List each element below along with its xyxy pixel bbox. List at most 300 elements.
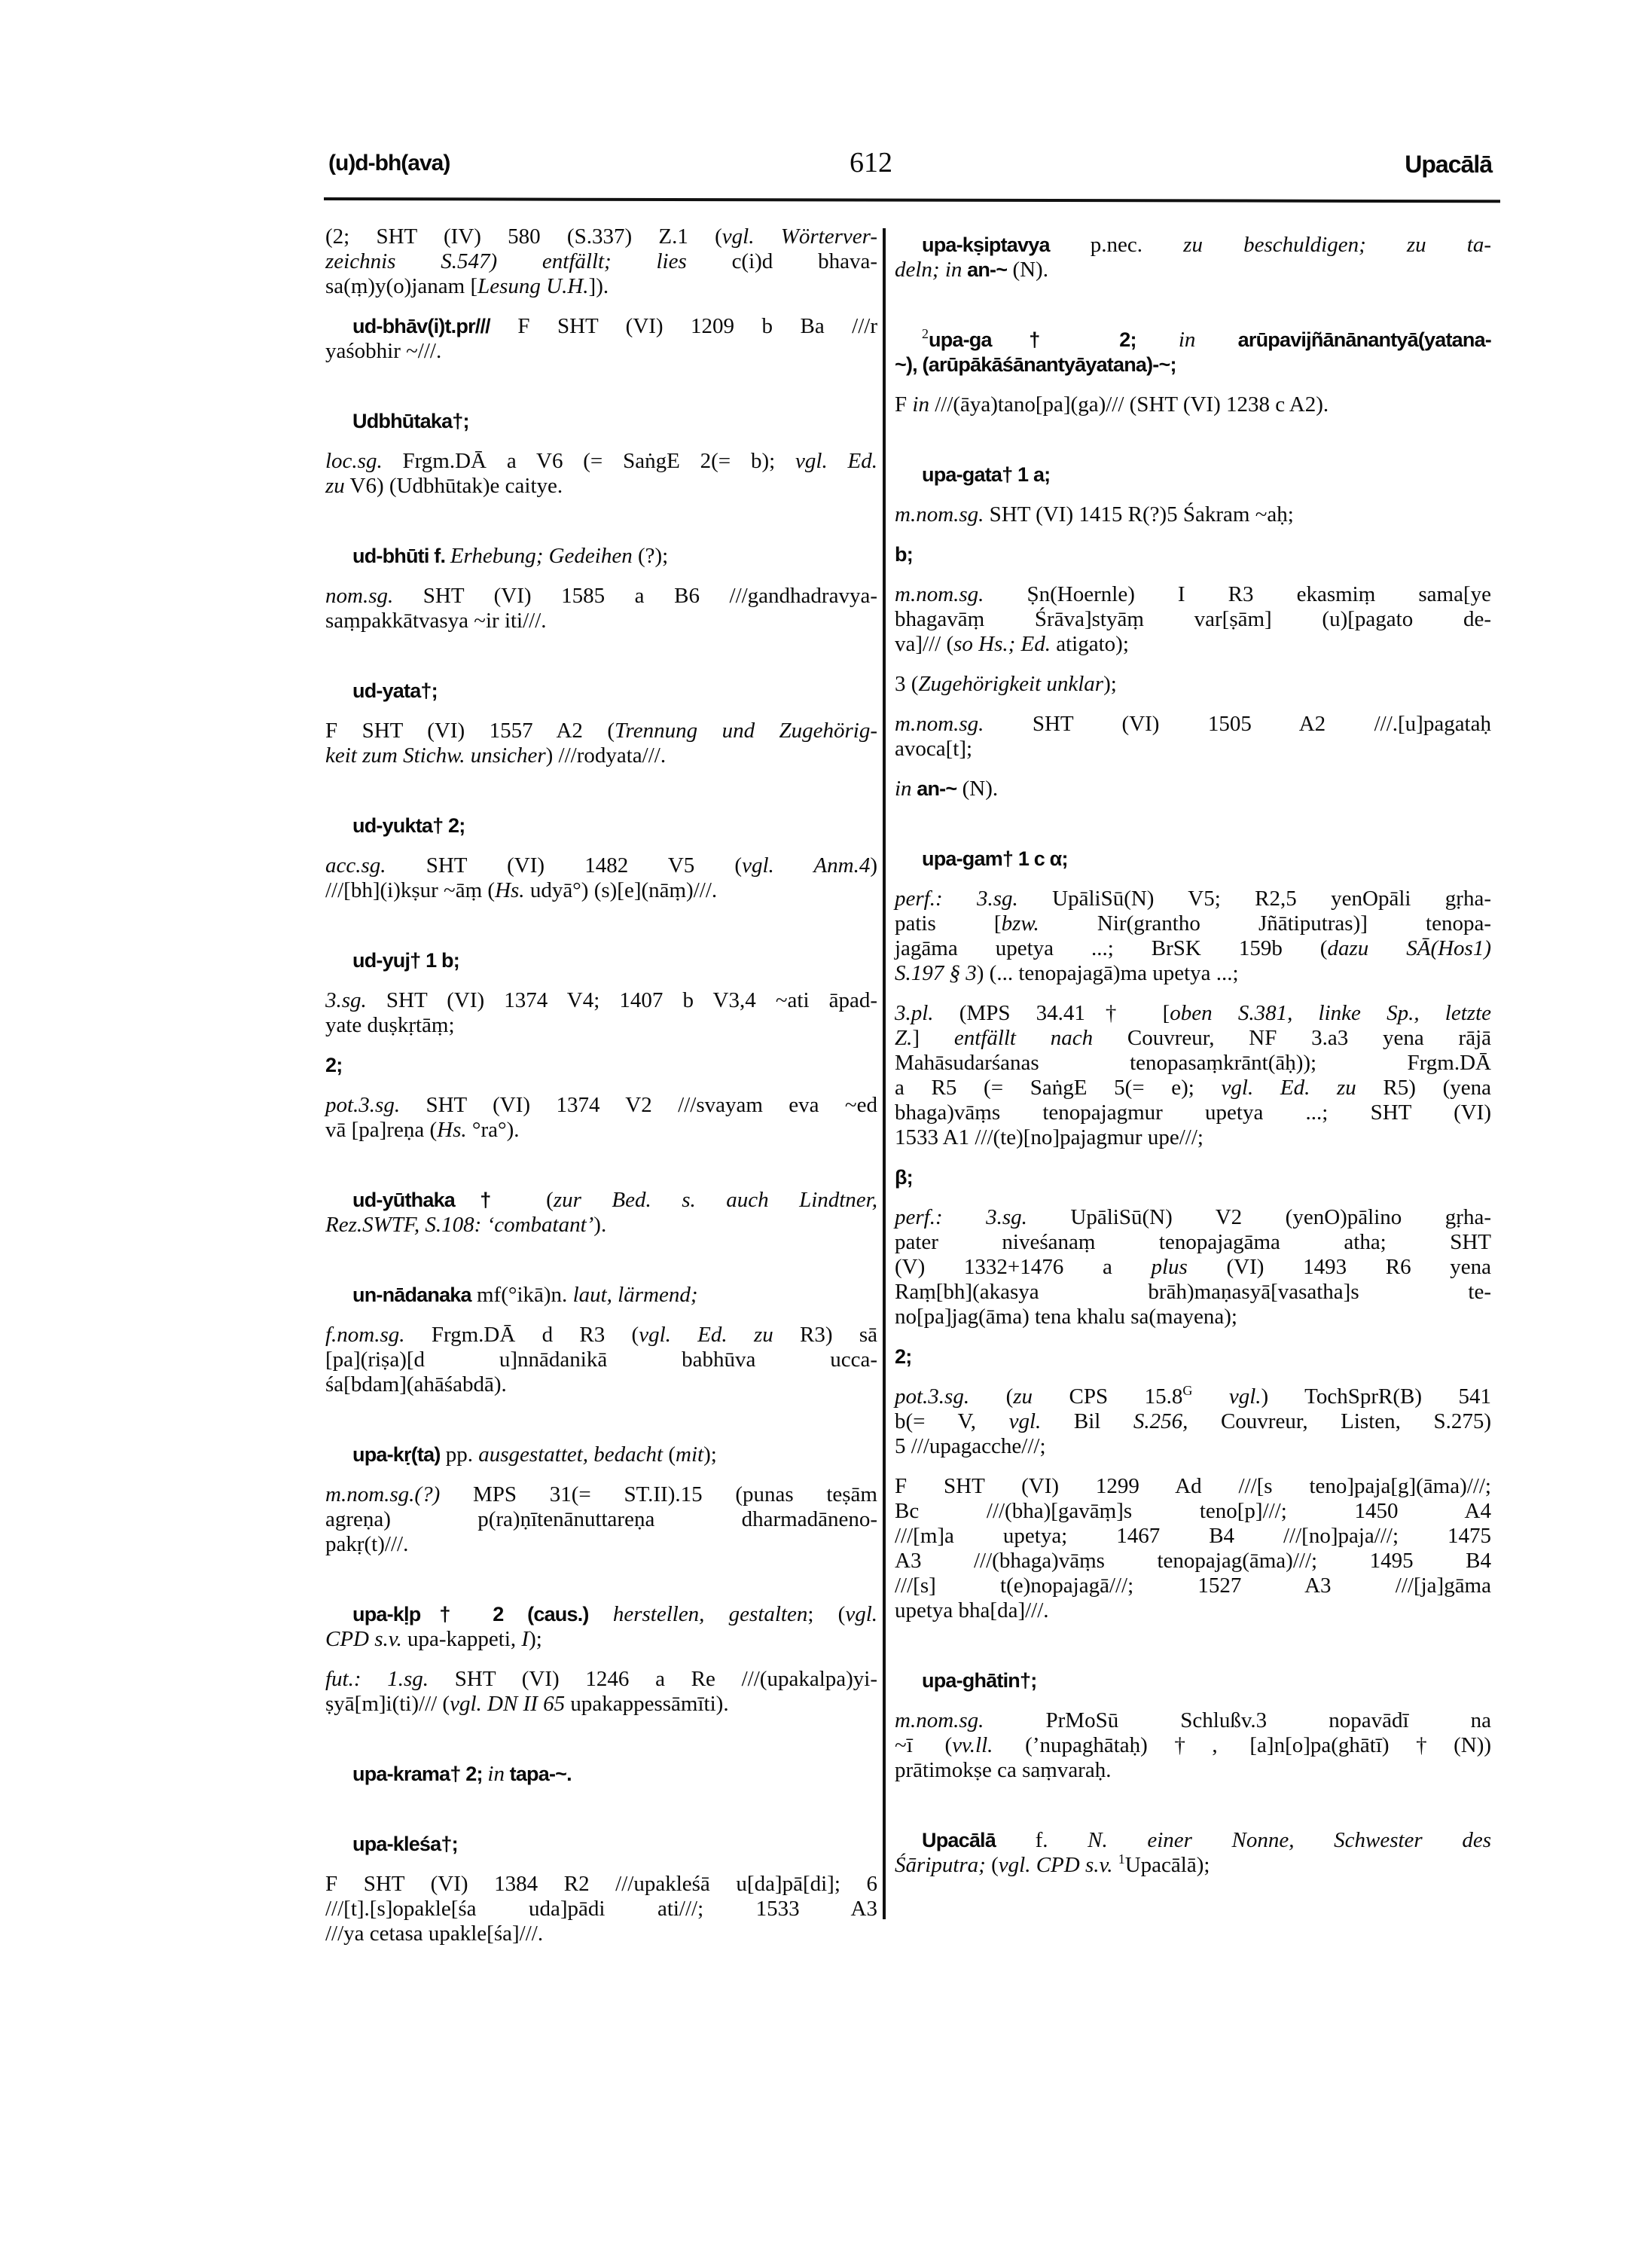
text-run: ///[bh](i)kṣur ~āṃ ( xyxy=(325,878,496,902)
citation-paragraph xyxy=(895,1345,1491,1369)
italic-text: nom.sg. xyxy=(325,584,394,608)
citation-paragraph xyxy=(325,584,877,633)
text-line xyxy=(325,1093,877,1118)
text-run: R3) sā xyxy=(773,1323,877,1347)
text-run: jagāma upetya ...; BrSK 159b ( xyxy=(895,936,1328,960)
text-line xyxy=(895,1230,1491,1255)
text-run: prātimokṣe ca saṃvaraḥ. xyxy=(895,1758,1112,1782)
text-run: f. xyxy=(995,1828,1088,1852)
text-run: udyā°) (s)[e](nāṃ)///. xyxy=(524,878,718,902)
text-run: Bc ///(bha)[gavāṃ]s teno[p]///; 1450 A4 xyxy=(895,1499,1491,1523)
running-head-left: (u)d-bh(ava) xyxy=(328,151,450,176)
citation-paragraph xyxy=(325,1053,877,1078)
text-run: ( xyxy=(663,1442,676,1467)
headword-paragraph xyxy=(325,409,877,434)
italic-text: S.256, xyxy=(1133,1409,1188,1433)
text-line xyxy=(895,1853,1491,1878)
text-run: 3 ( xyxy=(895,672,919,696)
citation-paragraph xyxy=(895,502,1491,527)
text-run: sa(ṃ)y(o)janam [ xyxy=(325,274,478,298)
text-line xyxy=(895,1255,1491,1280)
headword-text: ud-bhāv(i)t.pr/// xyxy=(352,315,490,337)
headword-text: upa-kleśa†; xyxy=(352,1833,458,1855)
italic-text: perf.: 3.sg. xyxy=(895,887,1018,911)
text-run: PrMoSū Schlußv.3 nopavādī na xyxy=(984,1708,1491,1732)
italic-text: I xyxy=(521,1627,529,1651)
headword-paragraph xyxy=(895,328,1491,377)
text-run: Frgm.DĀ a V6 (= SaṅgE 2(= b); xyxy=(382,449,796,473)
text-run: UpāliSū(N) V5; R2,5 yenOpāli gṛha- xyxy=(1017,887,1491,911)
citation-paragraph xyxy=(325,1482,877,1557)
italic-text: Lesung U.H. xyxy=(477,274,589,298)
citation-paragraph xyxy=(895,1165,1491,1190)
headword-text: arūpavijñānānantyā(yatana- xyxy=(1195,328,1491,351)
text-line xyxy=(325,609,877,633)
text-run: Couvreur, NF 3.a3 yena rājā xyxy=(1093,1026,1492,1050)
italic-text: Śāriputra; xyxy=(895,1853,986,1877)
text-run: Raṃ[bh](akasya brāh)maṇasyā[vasatha]s te- xyxy=(895,1280,1491,1304)
citation-paragraph xyxy=(325,1093,877,1143)
text-run: ); xyxy=(1103,672,1117,696)
text-line xyxy=(325,853,877,878)
italic-text: vgl. Anm.4 xyxy=(742,853,871,878)
text-run: Upacālā); xyxy=(1124,1853,1210,1877)
text-run: ]). xyxy=(588,274,609,298)
text-run: bhaga)vāṃs tenopajagmur upetya ...; SHT (VI) xyxy=(895,1100,1491,1125)
text-run: ṣyā[m]i(ti)/// ( xyxy=(325,1692,450,1716)
italic-text: vgl. DN II 65 xyxy=(450,1692,566,1716)
text-run: Mahāsudarśanas tenopasaṃkrānt(āḥ)); Frgm.DĀ xyxy=(895,1051,1491,1075)
text-run: °ra°). xyxy=(466,1118,520,1142)
italic-text: zu xyxy=(1013,1384,1033,1409)
headword-paragraph xyxy=(325,813,877,838)
text-line xyxy=(895,712,1491,737)
citation-paragraph xyxy=(895,777,1491,801)
text-line xyxy=(895,1280,1491,1305)
text-run: Frgm.DĀ d R3 ( xyxy=(404,1323,639,1347)
italic-text: m.nom.sg. xyxy=(895,502,984,527)
italic-text: vgl. Ed. zu xyxy=(639,1323,773,1347)
headword-text: ~), (arūpākāśānantyāyatana)-~; xyxy=(895,353,1176,376)
italic-text: vgl. Wörterver- xyxy=(721,224,877,249)
text-run: Nir(grantho Jñātiputras)] tenopa- xyxy=(1039,911,1491,936)
text-run: upa-kappeti, xyxy=(401,1627,522,1651)
text-line xyxy=(895,847,1491,871)
italic-text: 3.sg. xyxy=(325,988,367,1012)
italic-text: ausgestattet, bedacht xyxy=(478,1442,664,1467)
headword-text: upa-gata† 1 a; xyxy=(922,463,1051,486)
text-line xyxy=(325,988,877,1013)
text-run: ) xyxy=(870,853,877,878)
italic-text: in xyxy=(895,777,912,801)
italic-text: dazu SĀ(Hos1) xyxy=(1327,936,1491,960)
headword-text: upa-ghātin†; xyxy=(922,1669,1037,1692)
italic-text: pot.3.sg. xyxy=(325,1093,401,1117)
text-line xyxy=(325,1283,877,1308)
text-line xyxy=(895,542,1491,567)
italic-text: deln; in xyxy=(895,258,962,282)
headword-text: tapa-~. xyxy=(504,1763,572,1785)
text-run: (VI) 1493 R6 yena xyxy=(1187,1255,1491,1279)
text-line xyxy=(325,679,877,704)
headword-text: ud-bhūti f. xyxy=(352,545,450,567)
citation-paragraph xyxy=(895,1708,1491,1783)
text-line xyxy=(325,719,877,743)
column-divider xyxy=(883,228,886,1919)
text-line xyxy=(895,1574,1491,1598)
text-run xyxy=(1192,1384,1228,1409)
text-line xyxy=(895,1026,1491,1051)
citation-paragraph xyxy=(325,1872,877,1946)
italic-text: acc.sg. xyxy=(325,853,386,878)
italic-text: keit zum Stichw. unsicher xyxy=(325,743,546,768)
citation-paragraph xyxy=(895,712,1491,762)
headword-text: b; xyxy=(895,543,913,566)
italic-text: Zugehörigkeit unklar xyxy=(918,672,1104,696)
text-line xyxy=(325,948,877,973)
headword-text: ud-yuj† 1 b; xyxy=(352,949,459,972)
italic-text: pot.3.sg. xyxy=(895,1384,970,1409)
headword-text: β; xyxy=(895,1166,913,1189)
headword-text: Udbhūtaka†; xyxy=(352,410,469,432)
italic-text: fut.: 1.sg. xyxy=(325,1667,429,1691)
text-line xyxy=(325,409,877,434)
text-run: (?); xyxy=(632,544,669,568)
italic-text: Z. xyxy=(895,1026,913,1050)
dictionary-entry xyxy=(895,1828,1491,1878)
italic-text: Erhebung; Gedeihen xyxy=(450,544,633,568)
dictionary-entry xyxy=(895,233,1491,282)
italic-text: vgl. xyxy=(1228,1384,1261,1409)
headword-text: an-~ xyxy=(911,777,957,800)
headword-paragraph xyxy=(895,462,1491,487)
text-run: patis [ xyxy=(895,911,1002,936)
text-run: F SHT (VI) 1557 A2 ( xyxy=(325,719,615,743)
italic-text: Trennung und Zugehörig- xyxy=(615,719,878,743)
text-line xyxy=(895,1305,1491,1329)
text-line xyxy=(325,1922,877,1946)
headword-text: un-nādanaka xyxy=(352,1284,471,1306)
dictionary-entry xyxy=(325,1188,877,1238)
citation-paragraph xyxy=(325,1323,877,1397)
text-line xyxy=(895,1598,1491,1623)
citation-paragraph xyxy=(895,672,1491,697)
dictionary-entry xyxy=(325,1442,877,1557)
text-line xyxy=(325,474,877,499)
headword-text: upa-kṣiptavya xyxy=(922,234,1050,256)
text-run: ); xyxy=(529,1627,542,1651)
text-run: ) (... tenopajagā)ma upetya ...; xyxy=(976,961,1239,985)
dictionary-entry xyxy=(325,409,877,499)
italic-text: herstellen, gestalten xyxy=(612,1602,808,1626)
text-line xyxy=(895,1708,1491,1733)
text-line xyxy=(895,1001,1491,1026)
text-run: yate duṣkṛtāṃ; xyxy=(325,1013,455,1037)
text-line xyxy=(895,1549,1491,1574)
text-run: avoca[t]; xyxy=(895,737,973,761)
text-run: saṃpakkātvasya ~ir iti///. xyxy=(325,609,547,633)
text-run: ; ( xyxy=(807,1602,846,1626)
text-run: b(= V, xyxy=(895,1409,1009,1433)
text-line xyxy=(325,1692,877,1717)
text-run: ///[t].[s]opakle[śa uda]pādi ati///; 1533 A3 xyxy=(325,1897,877,1921)
text-line xyxy=(895,1524,1491,1549)
italic-text: plus xyxy=(1151,1255,1188,1279)
citation-paragraph xyxy=(895,1001,1491,1150)
headword-paragraph xyxy=(325,1283,877,1308)
citation-paragraph xyxy=(325,224,877,299)
text-line xyxy=(325,1507,877,1532)
headword-paragraph xyxy=(895,1668,1491,1693)
italic-text: oben S.381, linke Sp., letzte xyxy=(1170,1001,1492,1025)
text-run xyxy=(589,1602,613,1626)
text-run: atigato); xyxy=(1051,632,1129,656)
text-line xyxy=(325,224,877,249)
dictionary-entry xyxy=(325,1602,877,1717)
text-run: Ṣn(Hoernle) I R3 ekasmiṃ sama[ye xyxy=(984,582,1491,606)
text-run: upakappessāmīti). xyxy=(565,1692,729,1716)
text-line xyxy=(895,672,1491,697)
citation-paragraph xyxy=(325,1667,877,1717)
dictionary-entry xyxy=(895,462,1491,801)
text-run: (V) 1332+1476 a xyxy=(895,1255,1152,1279)
text-run: Couvreur, Listen, S.275) xyxy=(1188,1409,1491,1433)
italic-text: vgl. Ed. xyxy=(795,449,877,473)
dictionary-entry xyxy=(325,1832,877,1946)
text-line xyxy=(895,233,1491,258)
headword-paragraph xyxy=(325,1762,877,1787)
text-run: ///[m]a upetya; 1467 B4 ///[no]paja///; 1475 xyxy=(895,1524,1491,1548)
left-column xyxy=(325,224,877,1946)
text-run: SHT (VI) 1374 V4; 1407 b V3,4 ~ati āpad- xyxy=(366,988,877,1012)
text-run: vā [pa]reṇa ( xyxy=(325,1118,438,1142)
text-line xyxy=(325,1372,877,1397)
italic-text: Rez.SWTF, S.108: ‘combatant’ xyxy=(325,1213,594,1237)
citation-paragraph xyxy=(325,449,877,499)
dictionary-entry xyxy=(895,1668,1491,1783)
italic-text: m.nom.sg. xyxy=(895,582,984,606)
headword-text: an-~ xyxy=(962,258,1008,281)
text-line xyxy=(325,274,877,299)
italic-text: perf.: 3.sg. xyxy=(895,1205,1027,1229)
italic-text: loc.sg. xyxy=(325,449,383,473)
italic-text: m.nom.sg. xyxy=(895,1708,984,1732)
italic-text: in xyxy=(912,392,929,417)
italic-text: 3.pl. xyxy=(895,1001,934,1025)
headword-paragraph xyxy=(325,1832,877,1857)
right-column xyxy=(895,233,1491,1878)
text-line xyxy=(895,777,1491,801)
text-line xyxy=(325,1118,877,1143)
text-line xyxy=(325,743,877,768)
headword-paragraph xyxy=(325,1602,877,1652)
text-line xyxy=(325,314,877,339)
text-run: a R5 (= SaṅgE 5(= e); xyxy=(895,1076,1222,1100)
text-line xyxy=(895,1100,1491,1125)
text-line xyxy=(895,328,1491,353)
text-line xyxy=(895,258,1491,282)
text-line xyxy=(895,911,1491,936)
italic-text: so Hs.; Ed. xyxy=(953,632,1051,656)
citation-paragraph xyxy=(895,542,1491,567)
text-run: mf(°ikā)n. xyxy=(471,1283,573,1307)
citation-paragraph xyxy=(895,582,1491,657)
text-run: UpāliSū(N) V2 (yenO)pālino gṛha- xyxy=(1027,1205,1491,1229)
text-run: (2; SHT (IV) 580 (S.337) Z.1 ( xyxy=(325,224,722,249)
italic-text: Hs. xyxy=(495,878,525,902)
italic-text: vgl. CPD s.v. xyxy=(998,1853,1113,1877)
headword-paragraph xyxy=(895,847,1491,871)
headword-text: 2; xyxy=(325,1054,343,1076)
text-line xyxy=(895,462,1491,487)
italic-text: in xyxy=(487,1762,505,1786)
italic-text: S.197 § 3 xyxy=(895,961,977,985)
text-line xyxy=(325,1053,877,1078)
text-line xyxy=(895,1051,1491,1076)
headword-text: upa-kḷp† 2 (caus.) xyxy=(352,1603,589,1625)
text-run: CPS 15.8 xyxy=(1033,1384,1183,1409)
text-run: c(i)d bhava- xyxy=(686,249,877,273)
text-run: (MPS 34.41† [ xyxy=(933,1001,1170,1025)
headword-paragraph xyxy=(325,948,877,973)
text-run: p.nec. xyxy=(1049,233,1184,257)
text-line xyxy=(325,339,877,364)
text-run: 1533 A1 ///(te)[no]pajagmur upe///; xyxy=(895,1125,1203,1149)
citation-paragraph xyxy=(325,988,877,1038)
text-run: SHT (VI) 1585 a B6 ///gandhadravya- xyxy=(393,584,877,608)
text-line xyxy=(325,1482,877,1507)
headword-text: ud-yukta† 2; xyxy=(352,814,465,837)
headword-text: upa-krama† 2; xyxy=(352,1763,488,1785)
italic-text: vv.ll. xyxy=(952,1733,993,1757)
italic-text: laut, lärmend; xyxy=(572,1283,698,1307)
citation-paragraph xyxy=(325,853,877,903)
text-line xyxy=(895,1733,1491,1758)
italic-text: bzw. xyxy=(1001,911,1039,936)
text-line xyxy=(325,1442,877,1467)
dictionary-entry xyxy=(895,847,1491,1623)
italic-text: entfällt nach xyxy=(953,1026,1094,1050)
italic-text: vgl. Ed. zu xyxy=(1221,1076,1356,1100)
dictionary-entry xyxy=(325,1762,877,1787)
text-line xyxy=(325,449,877,474)
citation-paragraph xyxy=(895,887,1491,986)
text-line xyxy=(325,1897,877,1922)
superscript-text: 1 xyxy=(1118,1851,1125,1867)
text-run: SHT (VI) 1374 V2 ///svayam eva ~ed xyxy=(400,1093,877,1117)
text-run: SHT (VI) 1482 V5 ( xyxy=(386,853,743,878)
text-line xyxy=(895,632,1491,657)
text-run: śa[bdam](ahāśabdā). xyxy=(325,1372,507,1397)
text-run: SHT (VI) 1415 R(?)5 Śakram ~aḥ; xyxy=(984,502,1294,527)
headword-paragraph xyxy=(325,544,877,569)
italic-text: m.nom.sg.(?) xyxy=(325,1482,441,1506)
text-line xyxy=(895,1345,1491,1369)
text-run: ( xyxy=(515,1188,554,1212)
text-run: F xyxy=(895,392,913,417)
italic-text: zu beschuldigen; zu ta- xyxy=(1183,233,1491,257)
page-number: 612 xyxy=(850,147,892,179)
text-run: MPS 31(= ST.II).15 (punas teṣām xyxy=(440,1482,877,1506)
running-head-right: Upacālā xyxy=(1405,151,1492,178)
text-run: ) TochSprR(B) 541 xyxy=(1261,1384,1491,1409)
text-run: ~ī ( xyxy=(895,1733,953,1757)
text-line xyxy=(895,1125,1491,1150)
text-line xyxy=(325,1762,877,1787)
text-line xyxy=(895,502,1491,527)
text-line xyxy=(325,1213,877,1238)
text-line xyxy=(325,1627,877,1652)
text-line xyxy=(325,1323,877,1348)
citation-paragraph xyxy=(325,719,877,768)
text-line xyxy=(895,1384,1491,1409)
dictionary-entry xyxy=(325,679,877,768)
text-line xyxy=(325,1832,877,1857)
italic-text: vgl. xyxy=(1008,1409,1042,1433)
dictionary-entry xyxy=(325,948,877,1143)
headword-text: upa-ga† 2; xyxy=(929,328,1179,351)
text-run: F SHT (VI) 1299 Ad ///[s teno]paja[g](āma)///; xyxy=(895,1474,1491,1498)
text-line xyxy=(325,544,877,569)
text-line xyxy=(325,249,877,274)
text-run: A3 ///(bhaga)vāṃs tenopajag(āma)///; 1495 B4 xyxy=(895,1549,1491,1573)
text-line xyxy=(895,936,1491,961)
text-line xyxy=(325,1188,877,1213)
text-run: ///ya cetasa upakle[śa]///. xyxy=(325,1922,544,1946)
superscript-text: G xyxy=(1182,1383,1193,1398)
text-line xyxy=(895,1828,1491,1853)
italic-text: m.nom.sg. xyxy=(895,712,984,736)
text-line xyxy=(325,1667,877,1692)
headword-text: ud-yūthaka† xyxy=(352,1189,516,1211)
text-run: (’nupaghātaḥ)†, [a]n[o]pa(ghātī)†(N)) xyxy=(993,1733,1492,1757)
text-run: F SHT (VI) 1384 R2 ///upakleśā u[da]pā[di]; 6 xyxy=(325,1872,877,1896)
italic-text: zu xyxy=(325,474,345,498)
text-line xyxy=(895,582,1491,607)
text-line xyxy=(895,392,1491,417)
italic-text: zeichnis S.547) entfällt; lies xyxy=(325,249,687,273)
headword-text: Upacālā xyxy=(922,1829,996,1851)
text-line xyxy=(895,1165,1491,1190)
dictionary-entry xyxy=(325,314,877,364)
text-line xyxy=(895,1434,1491,1459)
text-run xyxy=(1112,1853,1118,1877)
text-line xyxy=(895,1409,1491,1434)
text-run: ); xyxy=(703,1442,717,1467)
italic-text: mit xyxy=(676,1442,704,1467)
text-run: [pa](riṣa)[d u]nnādanikā babhūva ucca- xyxy=(325,1348,877,1372)
dictionary-entry xyxy=(325,1283,877,1397)
dictionary-entry xyxy=(325,544,877,633)
text-line xyxy=(325,584,877,609)
italic-text: in xyxy=(1178,328,1196,352)
citation-paragraph xyxy=(895,1205,1491,1329)
text-run: pp. xyxy=(440,1442,479,1467)
headword-paragraph xyxy=(895,233,1491,282)
text-run: ) ///rodyata///. xyxy=(545,743,667,768)
text-run: pater niveśanaṃ tenopajagāma atha; SHT xyxy=(895,1230,1491,1254)
text-line xyxy=(325,1872,877,1897)
citation-paragraph xyxy=(895,1474,1491,1623)
headword-paragraph xyxy=(325,1188,877,1238)
text-line xyxy=(895,1668,1491,1693)
text-run: yaśobhir ~///. xyxy=(325,339,442,363)
headword-paragraph xyxy=(325,1442,877,1467)
text-run: upetya bha[da]///. xyxy=(895,1598,1049,1622)
text-line xyxy=(895,353,1491,377)
italic-text: vgl. xyxy=(845,1602,878,1626)
text-run: 5 ///upagacche///; xyxy=(895,1434,1046,1458)
